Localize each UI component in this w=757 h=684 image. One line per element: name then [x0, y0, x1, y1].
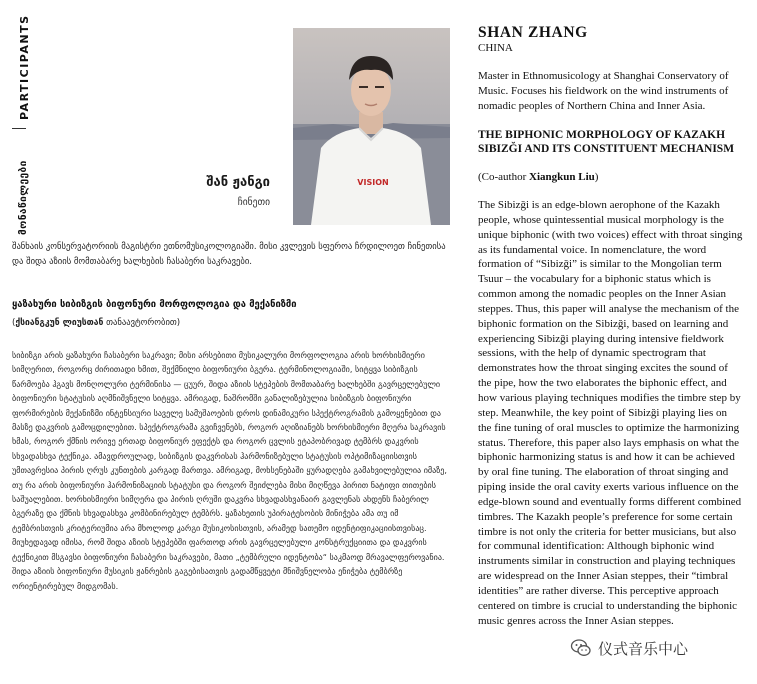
bio-en: Master in Ethnomusicology at Shanghai Conservatory of Music. Focuses his fieldwork on the wind instruments of nomadic peoples of Northern China and Inner Asia.: [478, 70, 729, 112]
paper-title-en: THE BIPHONIC MORPHOLOGY OF KAZAKH SIBIZĞI AND ITS CONSTITUENT MECHANISM: [478, 129, 735, 155]
watermark: [570, 637, 688, 659]
coauthor-name-ka: ქსიანგკუნ ლიუსთან: [15, 318, 104, 328]
shirt-logo: VISION: [357, 178, 389, 187]
coauthor-ka: (ქსიანგკუნ ლიუსთან თანაავტორობით): [12, 318, 181, 328]
coauthor-name-en: Xiangkun Liu: [529, 171, 595, 183]
section-divider: [12, 128, 26, 129]
paper-title-ka: ყაზახური სიბიზგის ბიფონური მორფოლოგია და მექანიზმი: [12, 299, 297, 310]
coauthor-suffix-en: ): [594, 171, 599, 183]
participant-name-ka: შან ჟანგი: [206, 175, 270, 190]
bio-ka: შანხაის კონსერვატორიის მაგისტრი ეთნომუსიკოლოგიაში. მისი კვლევის სფეროა ჩრდილოეთ ჩინეთისა და შიდა აზიის მომთაბარე ხალხების ჩასაბერი საკრავები.: [12, 242, 446, 267]
coauthor-suffix-ka: თანაავტორობით): [106, 318, 181, 328]
section-label-en: PARTICIPANTS: [18, 14, 31, 120]
coauthor-prefix-en: (Co-author: [478, 171, 527, 183]
section-label-ka: მონაწილეები: [18, 160, 29, 235]
abstract-en: The Sibizği is an edge-blown aerophone of the Kazakh people, whose quintessential musical morphology is the unique biphonic (with two voices) effect with throat singing as its fundamental voice. In nomenclature, the word formation of “Sibizği” is similar to the Mongolian term Tsuur – the vocabulary for a biphonic status which is common among the nomadic peoples on the Inner Asian steppes. Thus, this paper will analyse the mechanism of the biphonic formation on the Sibizği, based on learning and experiencing Sibizği playing during intensive fieldwork sessions, with the help of dynamic spectrogram that demonstrates how the throat singing excites the sound of the pipe, how the two elaborates the biphonic effect, and how various playing techniques modifies the timbre step by step. Meanwhile, the key point of Sibizği playing lies on the fine tuning of oral muscles to optimize the harmonizing status. Therefore, this paper also lays emphasis on what the biphonic harmonizing status is and how it can be achieved by oral fine tuning. The elaboration of throat singing and piping inside the oral cavity exerts various influence on the edge-blown sound and eventually forms different combined timbres. The Kazakh people’s preference for some certain timbre is not only the criteria for better musicians, but also for communal identification: Although biphonic wind instruments similar in construction and playing techniques are widespread on the Inner Asian steppes, their “timbral identities” are rather diverse. This perceptive approach centered on timbre is crucial to understanding the biphonic music genres across the Inner Asian steppes.: [478, 199, 743, 627]
participant-country-en: CHINA: [478, 42, 513, 54]
participant-country-ka: ჩინეთი: [237, 197, 270, 208]
watermark-text: 仪式音乐中心: [598, 639, 689, 658]
participant-photo: [293, 28, 450, 225]
abstract-ka: სიბიზგი არის ყაზახური ჩასაბერი საკრავი; მისი არსებითი მუსიკალური მორფოლოგია არის ხორხისმიერი სიმღერით, როგორც ძირითადი ხმით, შექმნილი ბიფონიური ბგერა. ტერმინოლოგიაში, სიტყვა სიბიზგის წარმოება ჰგავს მონღოლური ტერმინისა — ცუურ, შიდა აზიის სტეპების მომთაბარე ხალხებში გავრცელებული ბიფონიური სტატუსის აღმნიშვნელი სიტყვა. ამრიგად, ნაშრომში განალიზებულია სიბიზგის ბიფონიური ფორმირების მექანიზმი ინტენსიური საველე სამუშაოების დროს დინამიკური სპექტროგრამის გამოყენებით და მასზე დაკვრის გამოცდილებით. სპექტროგრამა გვიჩვენებს, როგორ აღიზიანებს ხორხისმიერი მღერა საკრავის ხმას, როგორ ქმნის ორივე ერთად ბიფონიურ ეფექტს და როგორ ცვლის ეტაპობრივად ტემბრს დაკვრის სხვადასხვა ტექნიკა. ამავდროულად, სიბიზგის დაკვრისას ჰარმონიზებული სტატუსის ოპტიმიზაციისთვის უმთავრესია პირის ღრუს კუნთების კარგად მართვა. ამრიგად, მოხსენებაში ყურადღება გამახვილებულია იმაზე, თუ რა არის ბიფონიური ჰარმონიზაციის სტატუსი და როგორ შეიძლება მისი მიღწევა პირით ნატიფი თითების საშუალებით. ხორხისმიერი სიმღერა და პირის ღრუში დაკვრა სხვადასხვანაირ გავლენას ახდენს ჩაბერილ ბგერაზე და ქმნის სხვადასხვა კომბინირებულ ტემბრს. ყაზახეთის უპირატესობის მინიჭება ამა თუ იმ ტემბრისთვის კრიტერიუმია არა მხოლოდ კარგი მუსიკოსისთვის, არამედ სათემო იდენტიფიკაციისთვისაც. მიუხედავად იმისა, რომ შიდა აზიის სტეპებში ფართოდ არის გავრცელებული კონსტრუქციითა და დაკვრის ტექნიკით მსგავსი ბიფონიური ჩასაბერი საკრავები, მათი „ტემბრული იდენტობა“ საკმაოდ მრავალფეროვანია. შიდა აზიის ბიფონიური მუსიკის ჟანრების გაგებისათვის გადამწყვეტი მნიშვნელობა ენიჭება ტემბრზე ორიენტირებულ მიდგომას.: [12, 350, 447, 591]
participant-name-en: SHAN ZHANG: [478, 24, 588, 41]
coauthor-en: [478, 171, 743, 183]
section-tab: [6, 14, 31, 236]
wechat-icon: [570, 637, 592, 659]
